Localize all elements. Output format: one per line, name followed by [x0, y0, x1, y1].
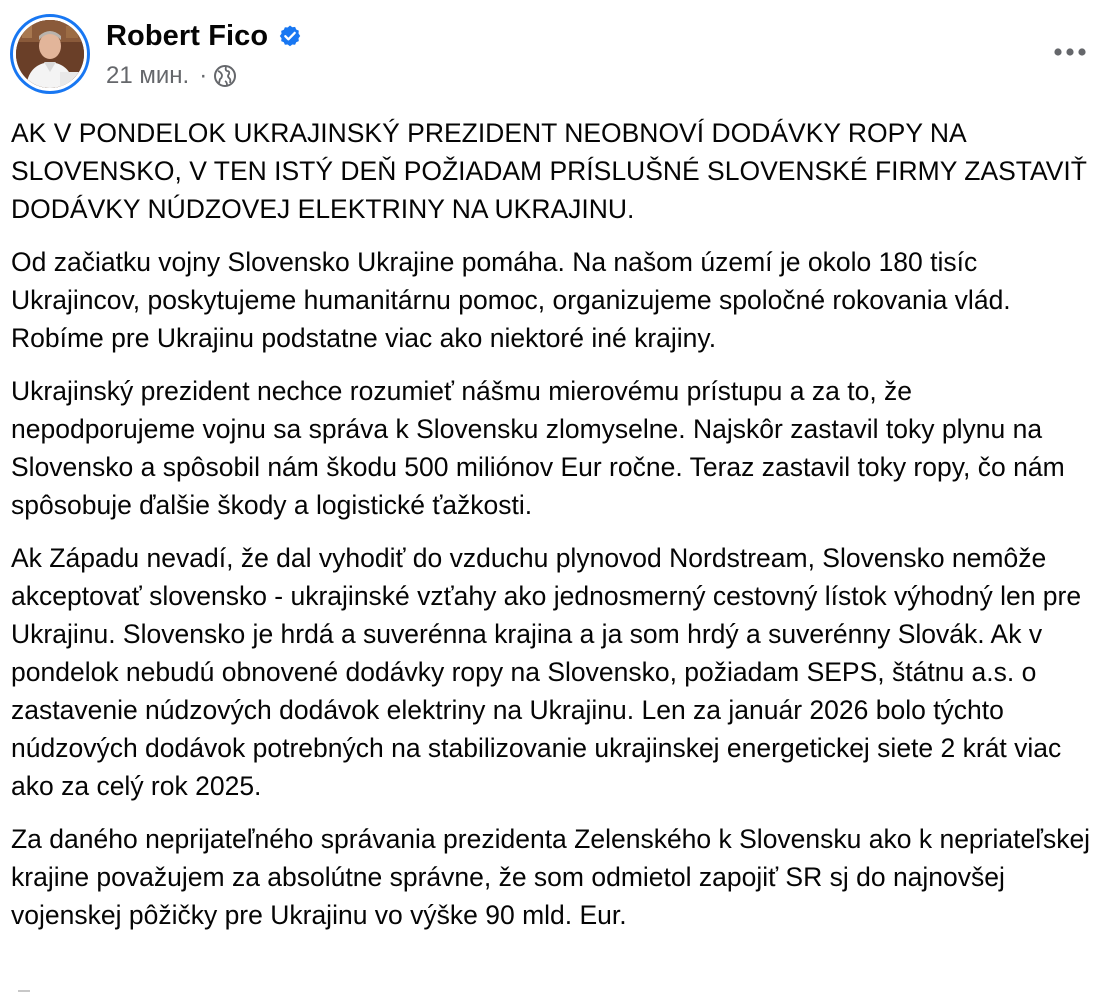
post-paragraph: Ukrajinský prezident nechce rozumieť nášmu mierovému prístupu a za to, že nepodporujeme vojnu sa správa k Slovensku zlomyselne. Najskôr zastavil toky plynu na Slovensko a spôsobil nám škodu 500 miliónov Eur ročne. Teraz zastavil toky ropy, čo nám spôsobuje ďalšie škody a logistické ťažkosti. [11, 376, 1065, 520]
globe-icon[interactable] [213, 64, 237, 88]
post-paragraph: Ak Západu nevadí, že dal vyhodiť do vzduchu plynovod Nordstream, Slovensko nemôže akceptovať slovensko - ukrajinské vzťahy ako jednosmerný cestovný lístok výhodný len pre Ukrajinu. Slovensko je hrdá a suverénna krajina a ja som hrdý a suverénny Slovák. Ak v pondelok nebudú obnovené dodávky ropy na Slovensko, požiadam SEPS, štátnu a.s. o zastavenie núdzových dodávok elektriny na Ukrajinu. Len za január 2026 bolo týchto núdzových dodávok potrebných na stabilizovanie ukrajinskej energetickej siete 2 krát viac ako za celý rok 2025. [11, 543, 1082, 801]
post-body [11, 114, 1101, 949]
author-block [106, 18, 302, 96]
profile-photo-icon [16, 20, 84, 88]
post-paragraph: AK V PONDELOK UKRAJINSKÝ PREZIDENT NEOBNOVÍ DODÁVKY ROPY NA SLOVENSKO, V TEN ISTÝ DEŇ POŽIADAM PRÍSLUŠNÉ SLOVENSKÉ FIRMY ZASTAVIŤ DODÁVKY NÚDZOVEJ ELEKTRINY NA UKRAJINU. [11, 118, 1087, 224]
author-row [106, 18, 302, 54]
post-header [10, 14, 1108, 98]
avatar-photo [16, 20, 84, 88]
post-paragraph: Za daného neprijateľného správania prezidenta Zelenského k Slovensku ako k nepriateľskej krajine považujem za absolútne správne, že som odmietol zapojiť SR sj do najnovšej vojenskej pôžičky pre Ukrajinu vo výške 90 mld. Eur. [11, 824, 1091, 930]
author-name[interactable]: Robert Fico [106, 19, 269, 52]
meta-separator: · [199, 62, 208, 89]
verified-badge-icon [278, 24, 302, 48]
post-meta [106, 56, 302, 96]
post-timestamp[interactable]: 21 мин. [106, 62, 190, 89]
divider [18, 990, 30, 992]
more-options-button[interactable] [1050, 36, 1090, 68]
post-paragraph: Od začiatku vojny Slovensko Ukrajine pomáha. Na našom území je okolo 180 tisíc Ukrajincov, poskytujeme humanitárnu pomoc, organizujeme spoločné rokovania vlád. Robíme pre Ukrajinu podstatne viac ako niektoré iné krajiny. [11, 247, 1011, 353]
more-horizontal-icon [1053, 47, 1087, 57]
avatar[interactable] [10, 14, 90, 94]
